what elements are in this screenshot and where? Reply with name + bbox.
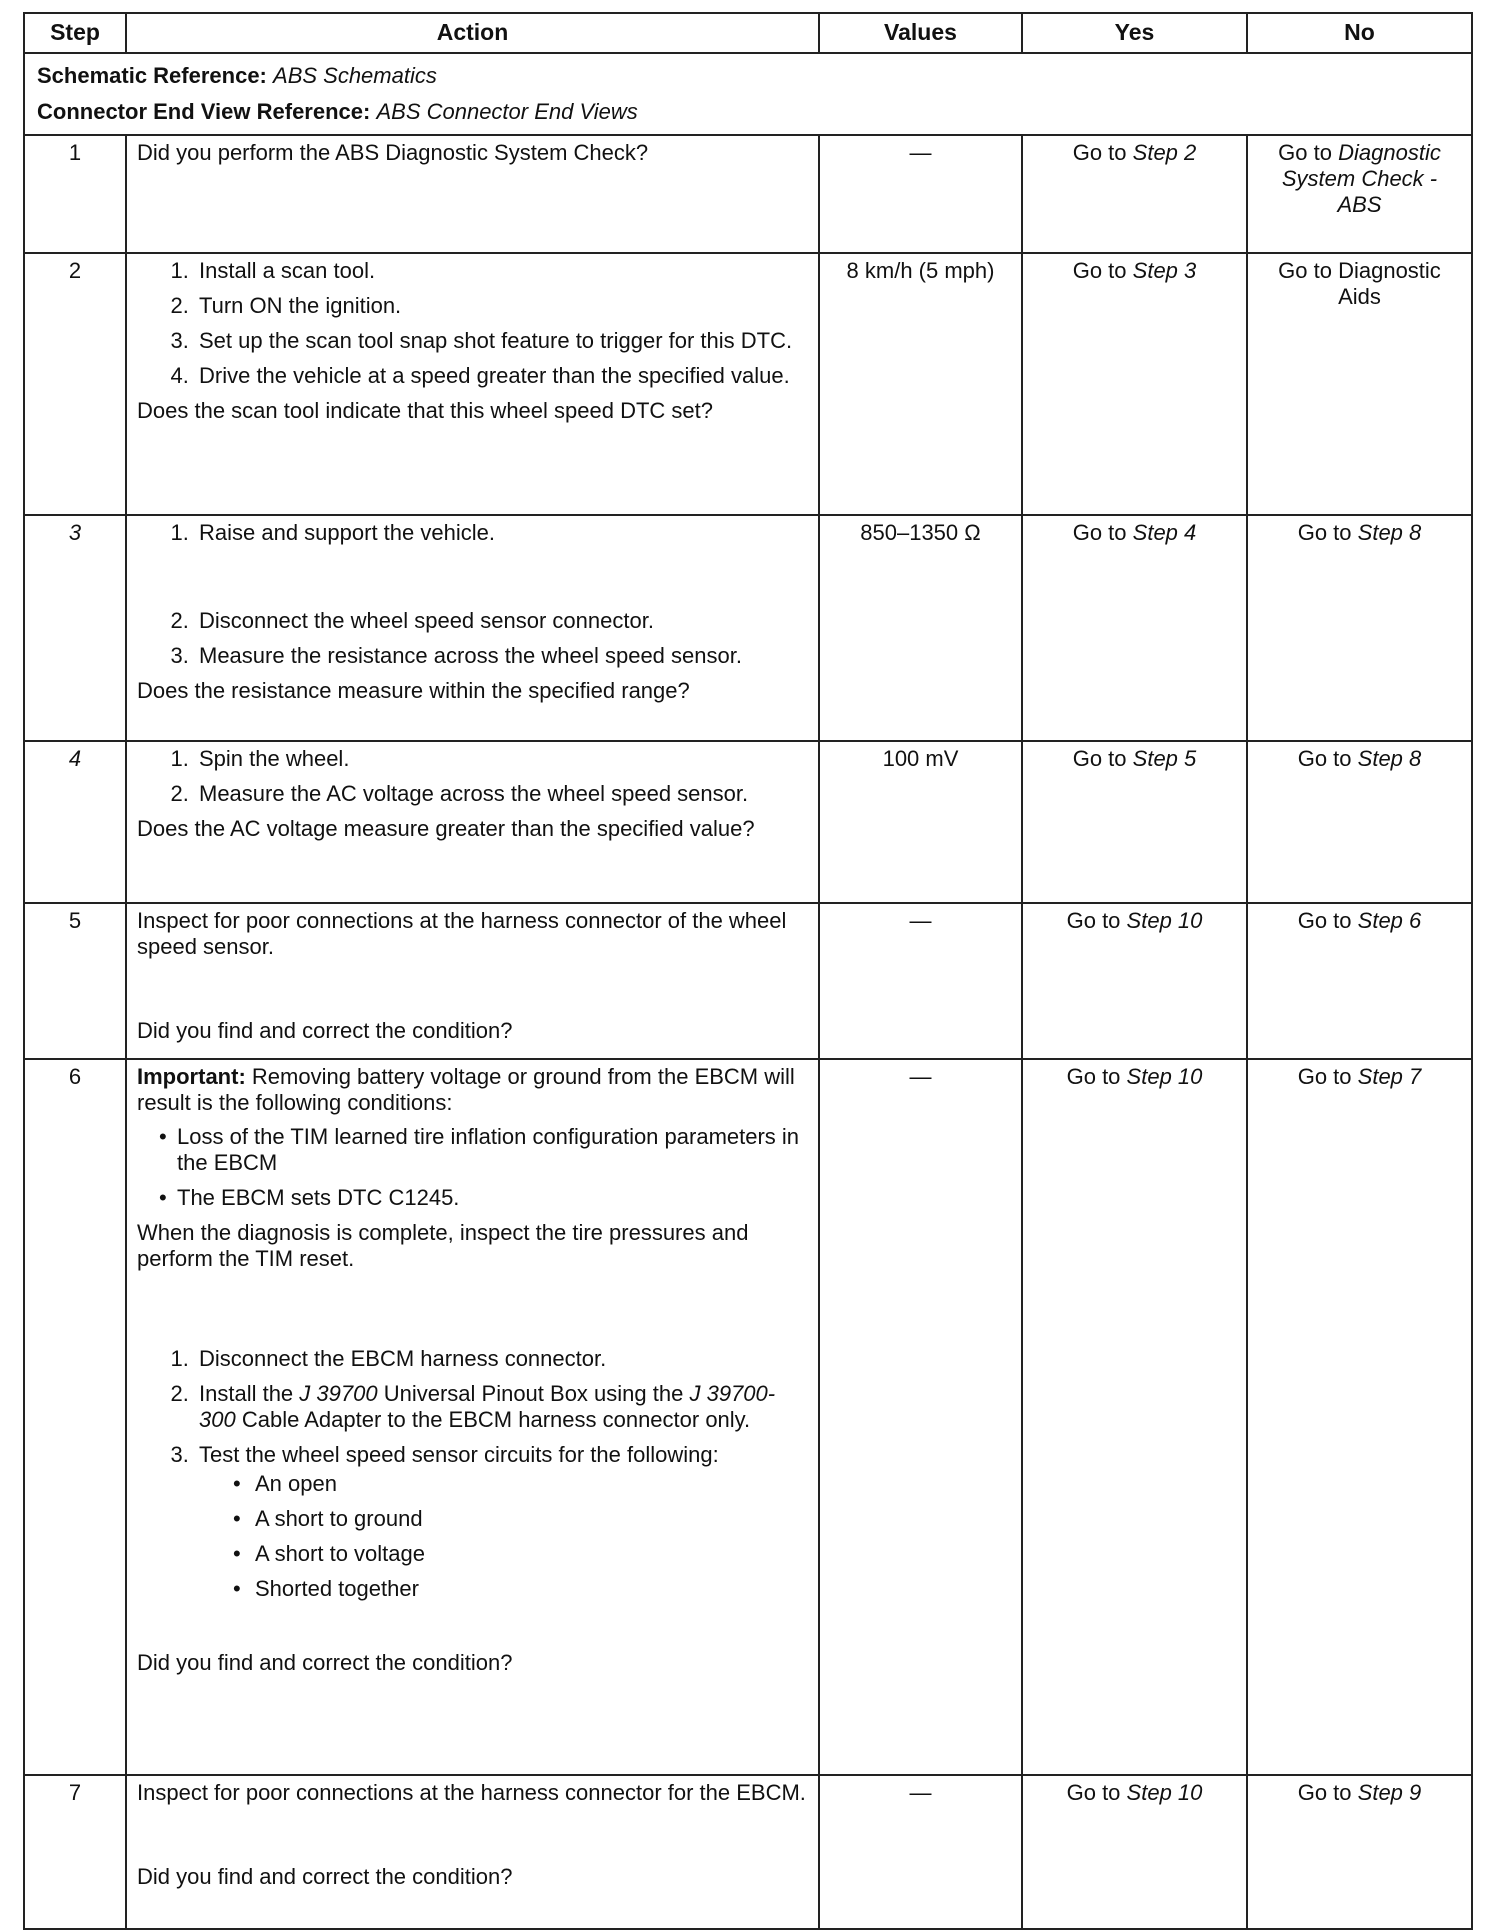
reference-cell [24,53,1472,135]
action-item: 2. Turn ON the ignition. [195,293,808,319]
yes-cell: Go to Step 3 [1022,253,1247,515]
action-text: Inspect for poor connections at the harness connector of the wheel speed sensor. [137,908,787,959]
no-link[interactable]: Step 8 [1357,746,1422,771]
list-item: • Loss of the TIM learned tire inflation configuration parameters in the EBCM [177,1124,808,1176]
action-cell [126,253,819,515]
table-row [24,253,1472,515]
action-list [137,258,808,389]
yes-link[interactable]: Step 10 [1126,1064,1203,1089]
action-item: 2. Measure the AC voltage across the wheel speed sensor. [195,781,808,807]
action-question: Did you perform the ABS Diagnostic System Check? [137,140,649,165]
no-link[interactable]: Step 6 [1357,908,1422,933]
header-step: Step [24,13,126,53]
yes-cell: Go to Step 2 [1022,135,1247,253]
action-item: 1. Install a scan tool. [195,258,808,284]
yes-link[interactable]: Step 5 [1132,746,1197,771]
action-item: 3. Measure the resistance across the wheel speed sensor. [195,643,808,669]
yes-link[interactable]: Step 10 [1126,908,1203,933]
no-link[interactable]: Diagnostic System Check - ABS [1281,140,1441,217]
tool-link[interactable]: J 39700 [299,1380,378,1406]
header-no: No [1247,13,1472,53]
action-item: 4. Drive the vehicle at a speed greater than the specified value. [195,363,808,389]
yes-link[interactable]: Step 10 [1126,1780,1203,1805]
action-list [137,746,808,807]
value-cell: 8 km/h (5 mph) [819,253,1022,515]
schematic-reference [37,58,1459,94]
value-cell: 850–1350 Ω [819,515,1022,741]
circuit-test-list [199,1471,808,1602]
no-cell [1247,253,1472,515]
action-item: 1. Raise and support the vehicle. [195,520,808,546]
action-question: Does the AC voltage measure greater than the specified value? [137,815,755,841]
important-note: Important: Removing battery voltage or ground from the EBCM will result is the following conditions: [137,1064,795,1115]
list-item: • Shorted together [251,1576,808,1602]
action-item: 1. Spin the wheel. [195,746,808,772]
table-row [24,903,1472,1059]
no-cell: Go to Step 8 [1247,741,1472,903]
action-item: 2. Disconnect the wheel speed sensor connector. [195,608,808,634]
completion-note: When the diagnosis is complete, inspect the tire pressures and perform the TIM reset. [137,1219,749,1271]
step-number: 4 [24,741,126,903]
action-cell [126,135,819,253]
diagnostic-table [23,12,1473,1930]
step-number: 7 [24,1775,126,1929]
no-link[interactable]: Step 7 [1357,1064,1422,1089]
yes-cell: Go to Step 10 [1022,903,1247,1059]
no-link[interactable]: Step 9 [1357,1780,1422,1805]
important-label: Important: [137,1064,246,1089]
list-item: • An open [251,1471,808,1497]
action-cell [126,1775,819,1929]
action-list [137,520,808,669]
no-link[interactable]: Go to Diagnostic Aids [1278,258,1441,309]
yes-link[interactable]: Step 4 [1132,520,1197,545]
value-cell: — [819,1775,1022,1929]
table-row [24,515,1472,741]
action-cell [126,903,819,1059]
connector-reference [37,94,1459,130]
table-row [24,741,1472,903]
yes-link[interactable]: Step 2 [1132,140,1197,165]
action-question: Did you find and correct the condition? [137,1863,513,1889]
header-yes: Yes [1022,13,1247,53]
step-number: 1 [24,135,126,253]
header-row [24,13,1472,53]
connector-reference-label: Connector End View Reference: [37,99,371,124]
step-number: 3 [24,515,126,741]
value-cell: — [819,903,1022,1059]
action-question: Did you find and correct the condition? [137,1650,513,1676]
action-item: 3. Test the wheel speed sensor circuits for the following: • An open • A short to ground • A short to voltage • Shorted together [195,1442,808,1603]
step-number: 2 [24,253,126,515]
header-action: Action [126,13,819,53]
step-number: 5 [24,903,126,1059]
action-cell [126,1059,819,1775]
value-cell: 100 mV [819,741,1022,903]
no-cell: Go to Step 6 [1247,903,1472,1059]
action-question: Does the resistance measure within the specified range? [137,677,690,703]
action-cell [126,515,819,741]
connector-reference-link[interactable]: ABS Connector End Views [376,99,638,124]
list-item: • A short to voltage [251,1541,808,1567]
schematic-reference-label: Schematic Reference: [37,63,267,88]
yes-cell: Go to Step 5 [1022,741,1247,903]
no-cell: Go to Step 7 [1247,1059,1472,1775]
schematic-reference-link[interactable]: ABS Schematics [273,63,437,88]
list-item: • A short to ground [251,1506,808,1532]
table-row [24,135,1472,253]
step-number: 6 [24,1059,126,1775]
action-cell [126,741,819,903]
no-link[interactable]: Step 8 [1357,520,1422,545]
table-row [24,1775,1472,1929]
action-text: Inspect for poor connections at the harness connector for the EBCM. [137,1780,806,1805]
conditions-list [137,1124,808,1211]
tool-link[interactable]: J 39700-300 [199,1380,776,1432]
action-question: Does the scan tool indicate that this wheel speed DTC set? [137,397,713,423]
list-item: • The EBCM sets DTC C1245. [177,1185,808,1211]
action-item: 3. Set up the scan tool snap shot feature to trigger for this DTC. [195,328,808,354]
reference-row [24,53,1472,135]
action-list [137,1346,808,1603]
no-cell: Go to Diagnostic System Check - ABS [1247,135,1472,253]
action-item: 2. Install the J 39700 Universal Pinout Box using the J 39700-300 Cable Adapter to the EBCM harness connector only. [195,1381,808,1433]
yes-cell: Go to Step 4 [1022,515,1247,741]
header-values: Values [819,13,1022,53]
yes-cell: Go to Step 10 [1022,1775,1247,1929]
yes-link[interactable]: Step 3 [1132,258,1197,283]
value-cell: — [819,135,1022,253]
table-row [24,1059,1472,1775]
action-item: 1. Disconnect the EBCM harness connector. [195,1346,808,1372]
value-cell: — [819,1059,1022,1775]
no-cell: Go to Step 9 [1247,1775,1472,1929]
action-question: Did you find and correct the condition? [137,1017,513,1043]
no-cell: Go to Step 8 [1247,515,1472,741]
yes-cell: Go to Step 10 [1022,1059,1247,1775]
